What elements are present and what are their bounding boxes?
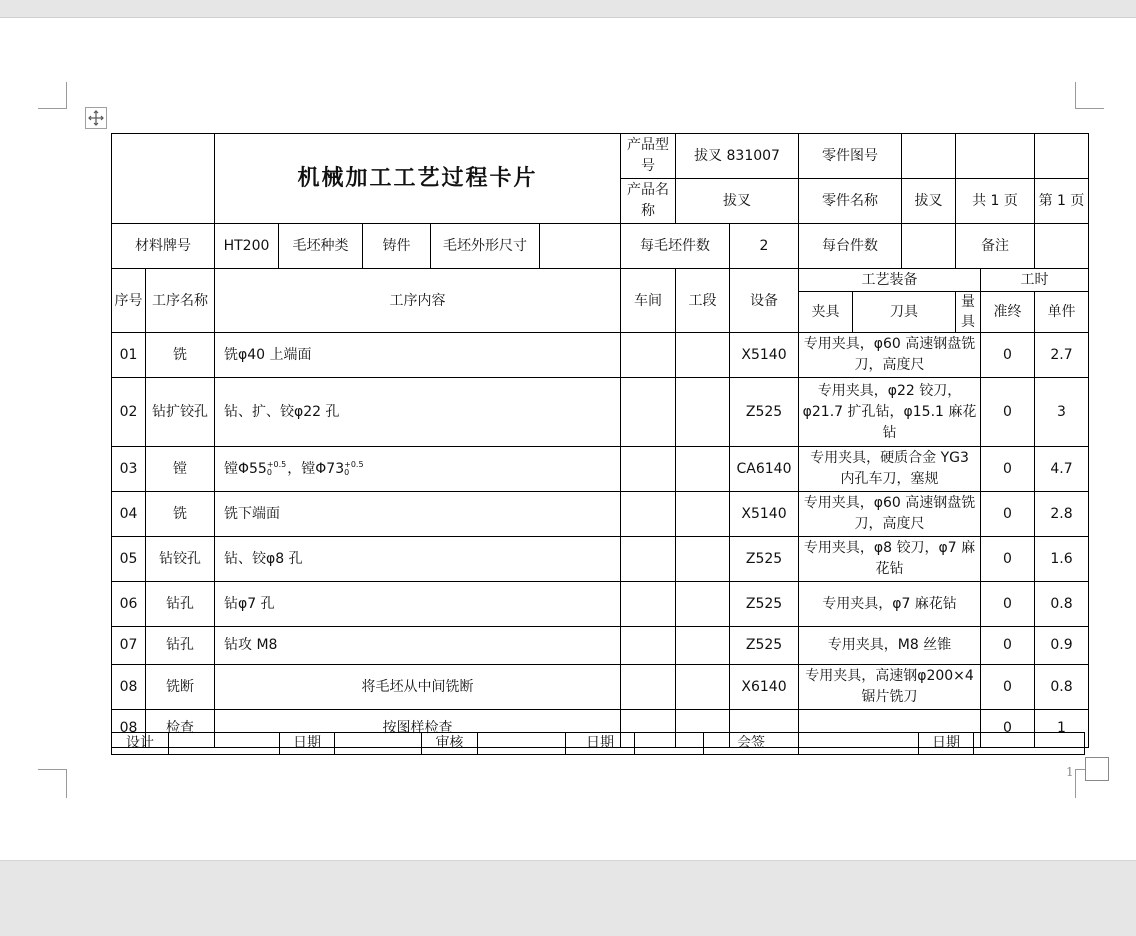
- row-seq: 07: [112, 627, 146, 665]
- table-row: [112, 537, 1089, 582]
- row-tooling: 专用夹具，φ22 铰刀，φ21.7 扩孔钻，φ15.1 麻花钻: [799, 378, 981, 447]
- header-setup: 准终: [981, 292, 1035, 333]
- row-op-name: 铣: [146, 492, 215, 537]
- card-title: 机械加工工艺过程卡片: [215, 134, 621, 224]
- content-part-b: ，镗Φ73: [287, 460, 345, 477]
- row-equipment: Z525: [730, 627, 799, 665]
- row-tooling: 专用夹具，M8 丝锥: [799, 627, 981, 665]
- product-model-label: 产品型号: [621, 134, 676, 179]
- table-row: [112, 665, 1089, 710]
- window-bottom-area: [0, 860, 1136, 936]
- row-seq: 04: [112, 492, 146, 537]
- date-value-3[interactable]: [974, 733, 1085, 755]
- row-op-name: 钻铰孔: [146, 537, 215, 582]
- row-section[interactable]: [676, 665, 730, 710]
- blank-size-value[interactable]: [540, 224, 621, 269]
- row-unit: 2.8: [1035, 492, 1089, 537]
- part-drawing-label: 零件图号: [799, 134, 902, 179]
- countersign-label: 会签: [704, 733, 799, 755]
- header-equipment: 设备: [730, 269, 799, 333]
- tolerance-b: +0.5 0: [344, 459, 364, 477]
- date-value-1[interactable]: [335, 733, 422, 755]
- row-op-content: 将毛坯从中间铣断: [215, 665, 621, 710]
- row-section[interactable]: [676, 492, 730, 537]
- row-tooling: 专用夹具，φ8 铰刀，φ7 麻花钻: [799, 537, 981, 582]
- blank-cell-a[interactable]: [956, 134, 1035, 179]
- row-op-content: 铣下端面: [215, 492, 621, 537]
- row-op-content: 钻、铰φ8 孔: [215, 537, 621, 582]
- content-part-a: 镗Φ55: [224, 460, 267, 477]
- header-work-hours: 工时: [981, 269, 1089, 292]
- row-section[interactable]: [676, 537, 730, 582]
- row-equipment: Z525: [730, 537, 799, 582]
- row-section[interactable]: [676, 378, 730, 447]
- row-unit: 0.8: [1035, 582, 1089, 627]
- row-workshop[interactable]: [621, 333, 676, 378]
- row-setup: 0: [981, 582, 1035, 627]
- row-op-name: 钻孔: [146, 582, 215, 627]
- product-name-value[interactable]: 拔叉: [676, 179, 799, 224]
- table-move-handle-icon[interactable]: [85, 107, 107, 129]
- window-top-bar: [0, 0, 1136, 18]
- row-op-content: [215, 447, 621, 492]
- blank-header-cell: [112, 134, 215, 224]
- page-number-cell: 第 1 页: [1035, 179, 1089, 224]
- row-seq: 08: [112, 710, 146, 748]
- row-section[interactable]: [676, 447, 730, 492]
- row-unit: 2.7: [1035, 333, 1089, 378]
- design-value[interactable]: [169, 733, 280, 755]
- row-section[interactable]: [676, 627, 730, 665]
- row-workshop[interactable]: [621, 582, 676, 627]
- row-op-content: 钻、扩、铰φ22 孔: [215, 378, 621, 447]
- header-op-content: 工序内容: [215, 269, 621, 333]
- row-op-content: 钻φ7 孔: [215, 582, 621, 627]
- row-equipment: Z525: [730, 582, 799, 627]
- header-gauge: 量具: [956, 292, 981, 333]
- pieces-per-blank-value[interactable]: 2: [730, 224, 799, 269]
- process-card-table: [111, 133, 1089, 748]
- row-tooling: 专用夹具，φ60 高速钢盘铣刀，高度尺: [799, 492, 981, 537]
- row-equipment: X5140: [730, 492, 799, 537]
- blank-type-label: 毛坯种类: [279, 224, 363, 269]
- table-row: [112, 582, 1089, 627]
- row-seq: 06: [112, 582, 146, 627]
- header-unit: 单件: [1035, 292, 1089, 333]
- row-equipment: CA6140: [730, 447, 799, 492]
- row-op-content: 铣φ40 上端面: [215, 333, 621, 378]
- header-fixture: 夹具: [799, 292, 853, 333]
- row-setup: 0: [981, 333, 1035, 378]
- review-label: 审核: [422, 733, 478, 755]
- date-label-3: 日期: [919, 733, 974, 755]
- row-unit: 3: [1035, 378, 1089, 447]
- header-op-name: 工序名称: [146, 269, 215, 333]
- blank-size-label: 毛坯外形尺寸: [431, 224, 540, 269]
- row-op-name: 检查: [146, 710, 215, 748]
- row-section[interactable]: [676, 333, 730, 378]
- part-name-label: 零件名称: [799, 179, 902, 224]
- pieces-per-blank-label: 每毛坯件数: [621, 224, 730, 269]
- product-name-label: 产品名称: [621, 179, 676, 224]
- row-setup: 0: [981, 665, 1035, 710]
- table-row: [112, 333, 1089, 378]
- row-setup: 0: [981, 378, 1035, 447]
- row-setup: 0: [981, 537, 1035, 582]
- row-workshop[interactable]: [621, 492, 676, 537]
- pieces-per-unit-value[interactable]: [902, 224, 956, 269]
- date-label-1: 日期: [280, 733, 335, 755]
- part-name-value[interactable]: 拔叉: [902, 179, 956, 224]
- signature-table: [111, 732, 1085, 755]
- row-equipment: X5140: [730, 333, 799, 378]
- header-section: 工段: [676, 269, 730, 333]
- row-op-name: 铣断: [146, 665, 215, 710]
- page-box-icon: [1085, 757, 1109, 781]
- row-op-name: 钻孔: [146, 627, 215, 665]
- row-equipment: Z525: [730, 378, 799, 447]
- row-workshop[interactable]: [621, 378, 676, 447]
- blank-cell-b[interactable]: [1035, 134, 1089, 179]
- table-row: [112, 627, 1089, 665]
- row-op-name: 钻扩铰孔: [146, 378, 215, 447]
- row-unit: 1.6: [1035, 537, 1089, 582]
- row-setup: 0: [981, 627, 1035, 665]
- header-seq: 序号: [112, 269, 146, 333]
- row-tooling: 专用夹具，φ7 麻花钻: [799, 582, 981, 627]
- row-workshop[interactable]: [621, 537, 676, 582]
- row-workshop[interactable]: [621, 627, 676, 665]
- row-workshop[interactable]: [621, 447, 676, 492]
- crop-mark-top-left: [38, 82, 67, 109]
- crop-mark-top-right: [1075, 82, 1104, 109]
- row-seq: 03: [112, 447, 146, 492]
- row-op-name: 镗: [146, 447, 215, 492]
- header-tooling: 工艺装备: [799, 269, 981, 292]
- table-row: [112, 492, 1089, 537]
- crop-mark-bottom-left: [38, 769, 67, 798]
- row-setup: 0: [981, 492, 1035, 537]
- row-unit: 0.9: [1035, 627, 1089, 665]
- date-value-2[interactable]: [635, 733, 704, 755]
- material-label: 材料牌号: [112, 224, 215, 269]
- tolerance-a: +0.5 0: [266, 459, 287, 477]
- blank-type-value[interactable]: 铸件: [363, 224, 431, 269]
- row-tooling: 专用夹具，φ60 高速钢盘铣刀，高度尺: [799, 333, 981, 378]
- review-value[interactable]: [478, 733, 566, 755]
- row-unit: 1: [1035, 710, 1089, 748]
- row-setup: 0: [981, 710, 1035, 748]
- page-number: 1: [1066, 765, 1074, 779]
- table-row: [112, 447, 1089, 492]
- row-unit: 4.7: [1035, 447, 1089, 492]
- row-tooling: 专用夹具，高速钢φ200×4 锯片铣刀: [799, 665, 981, 710]
- part-drawing-value[interactable]: [902, 134, 956, 179]
- remark-label: 备注: [956, 224, 1035, 269]
- row-seq: 05: [112, 537, 146, 582]
- row-op-content: 钻攻 M8: [215, 627, 621, 665]
- table-row: [112, 378, 1089, 447]
- row-section[interactable]: [676, 582, 730, 627]
- row-seq: 02: [112, 378, 146, 447]
- row-setup: 0: [981, 447, 1035, 492]
- row-op-content: 按图样检查: [215, 710, 621, 748]
- row-equipment: X6140: [730, 665, 799, 710]
- row-workshop[interactable]: [621, 665, 676, 710]
- total-pages: 共 1 页: [956, 179, 1035, 224]
- design-label: 设计: [112, 733, 169, 755]
- material-value[interactable]: HT200: [215, 224, 279, 269]
- product-model-value[interactable]: 拔叉 831007: [676, 134, 799, 179]
- remark-value[interactable]: [1035, 224, 1089, 269]
- countersign-value[interactable]: [799, 733, 919, 755]
- row-tooling: 专用夹具，硬质合金 YG3 内孔车刀，塞规: [799, 447, 981, 492]
- row-op-name: 铣: [146, 333, 215, 378]
- pieces-per-unit-label: 每台件数: [799, 224, 902, 269]
- row-unit: 0.8: [1035, 665, 1089, 710]
- header-workshop: 车间: [621, 269, 676, 333]
- header-cutter: 刀具: [853, 292, 956, 333]
- row-seq: 01: [112, 333, 146, 378]
- row-seq: 08: [112, 665, 146, 710]
- date-label-2: 日期: [566, 733, 635, 755]
